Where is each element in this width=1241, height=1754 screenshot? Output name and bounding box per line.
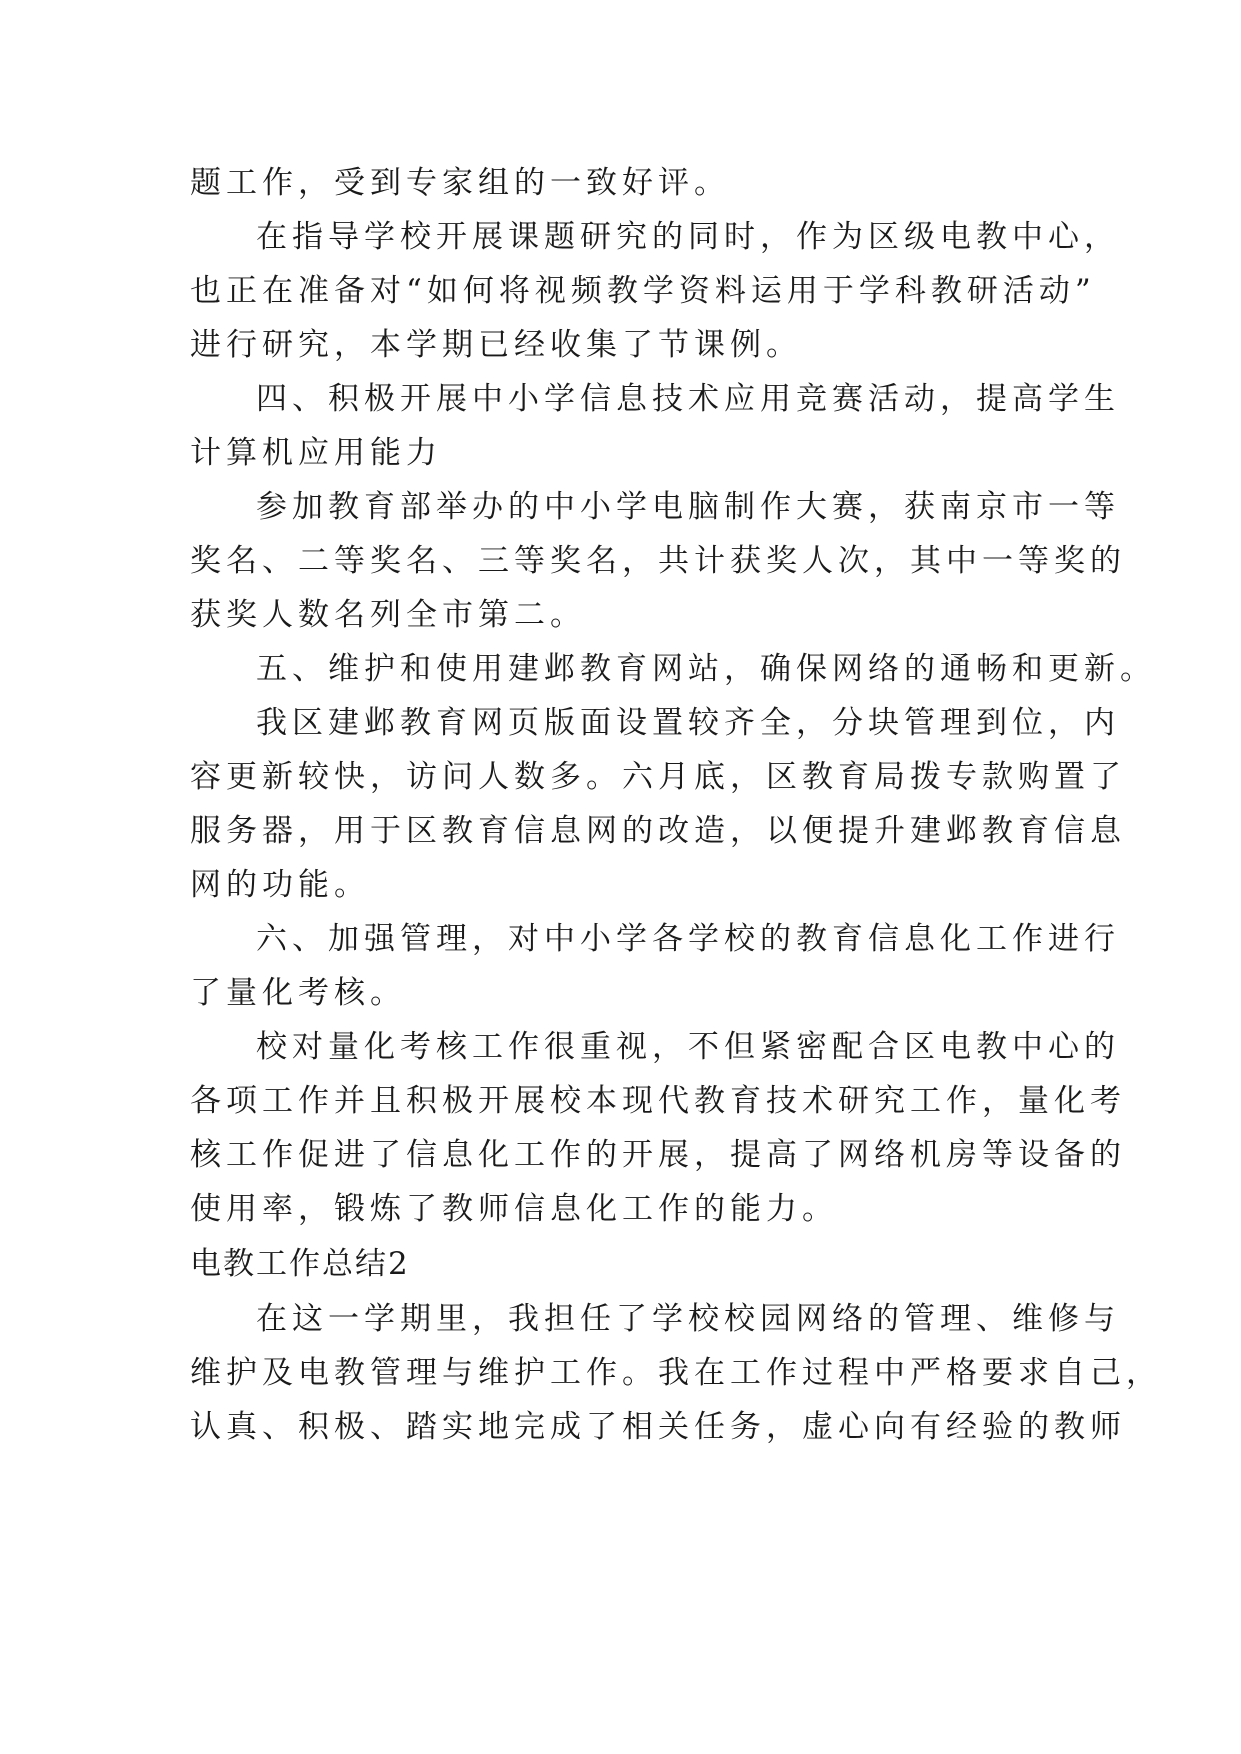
paragraph-line: 参加教育部举办的中小学电脑制作大赛，获南京市一等	[256, 489, 1120, 525]
section-heading-5: 五、维护和使用建邺教育网站，确保网络的通畅和更新。	[256, 651, 1156, 687]
text-line: 认真、积极、踏实地完成了相关任务，虚心向有经验的教师	[190, 1409, 1126, 1445]
paragraph-line: 在这一学期里，我担任了学校校园网络的管理、维修与	[256, 1301, 1120, 1337]
text-line: 容更新较快，访问人数多。六月底，区教育局拨专款购置了	[190, 759, 1126, 795]
text-line: 进行研究，本学期已经收集了节课例。	[190, 327, 802, 363]
section-title: 电教工作总结2	[190, 1246, 410, 1282]
text-line: 题工作，受到专家组的一致好评。	[190, 165, 730, 201]
text-line: 也正在准备对“如何将视频教学资料运用于学科教研活动”	[190, 273, 1096, 309]
paragraph-line: 在指导学校开展课题研究的同时，作为区级电教中心，	[256, 219, 1120, 255]
text-line: 维护及电教管理与维护工作。我在工作过程中严格要求自己，	[190, 1355, 1162, 1391]
text-line: 奖名、二等奖名、三等奖名，共计获奖人次，其中一等奖的	[190, 543, 1126, 579]
text-line: 了量化考核。	[190, 975, 406, 1011]
text-line: 使用率，锻炼了教师信息化工作的能力。	[190, 1191, 838, 1227]
text-line: 核工作促进了信息化工作的开展，提高了网络机房等设备的	[190, 1137, 1126, 1173]
text-line: 服务器，用于区教育信息网的改造，以便提升建邺教育信息	[190, 813, 1126, 849]
paragraph-line: 校对量化考核工作很重视，不但紧密配合区电教中心的	[256, 1029, 1120, 1065]
section-heading-6: 六、加强管理，对中小学各学校的教育信息化工作进行	[256, 921, 1120, 957]
document-body	[190, 156, 1162, 1454]
section-heading-4: 四、积极开展中小学信息技术应用竞赛活动，提高学生	[256, 381, 1120, 417]
paragraph-line: 我区建邺教育网页版面设置较齐全，分块管理到位，内	[256, 705, 1120, 741]
text-line: 获奖人数名列全市第二。	[190, 597, 586, 633]
text-line: 各项工作并且积极开展校本现代教育技术研究工作，量化考	[190, 1083, 1126, 1119]
text-line: 网的功能。	[190, 867, 370, 903]
text-line: 计算机应用能力	[190, 435, 442, 471]
